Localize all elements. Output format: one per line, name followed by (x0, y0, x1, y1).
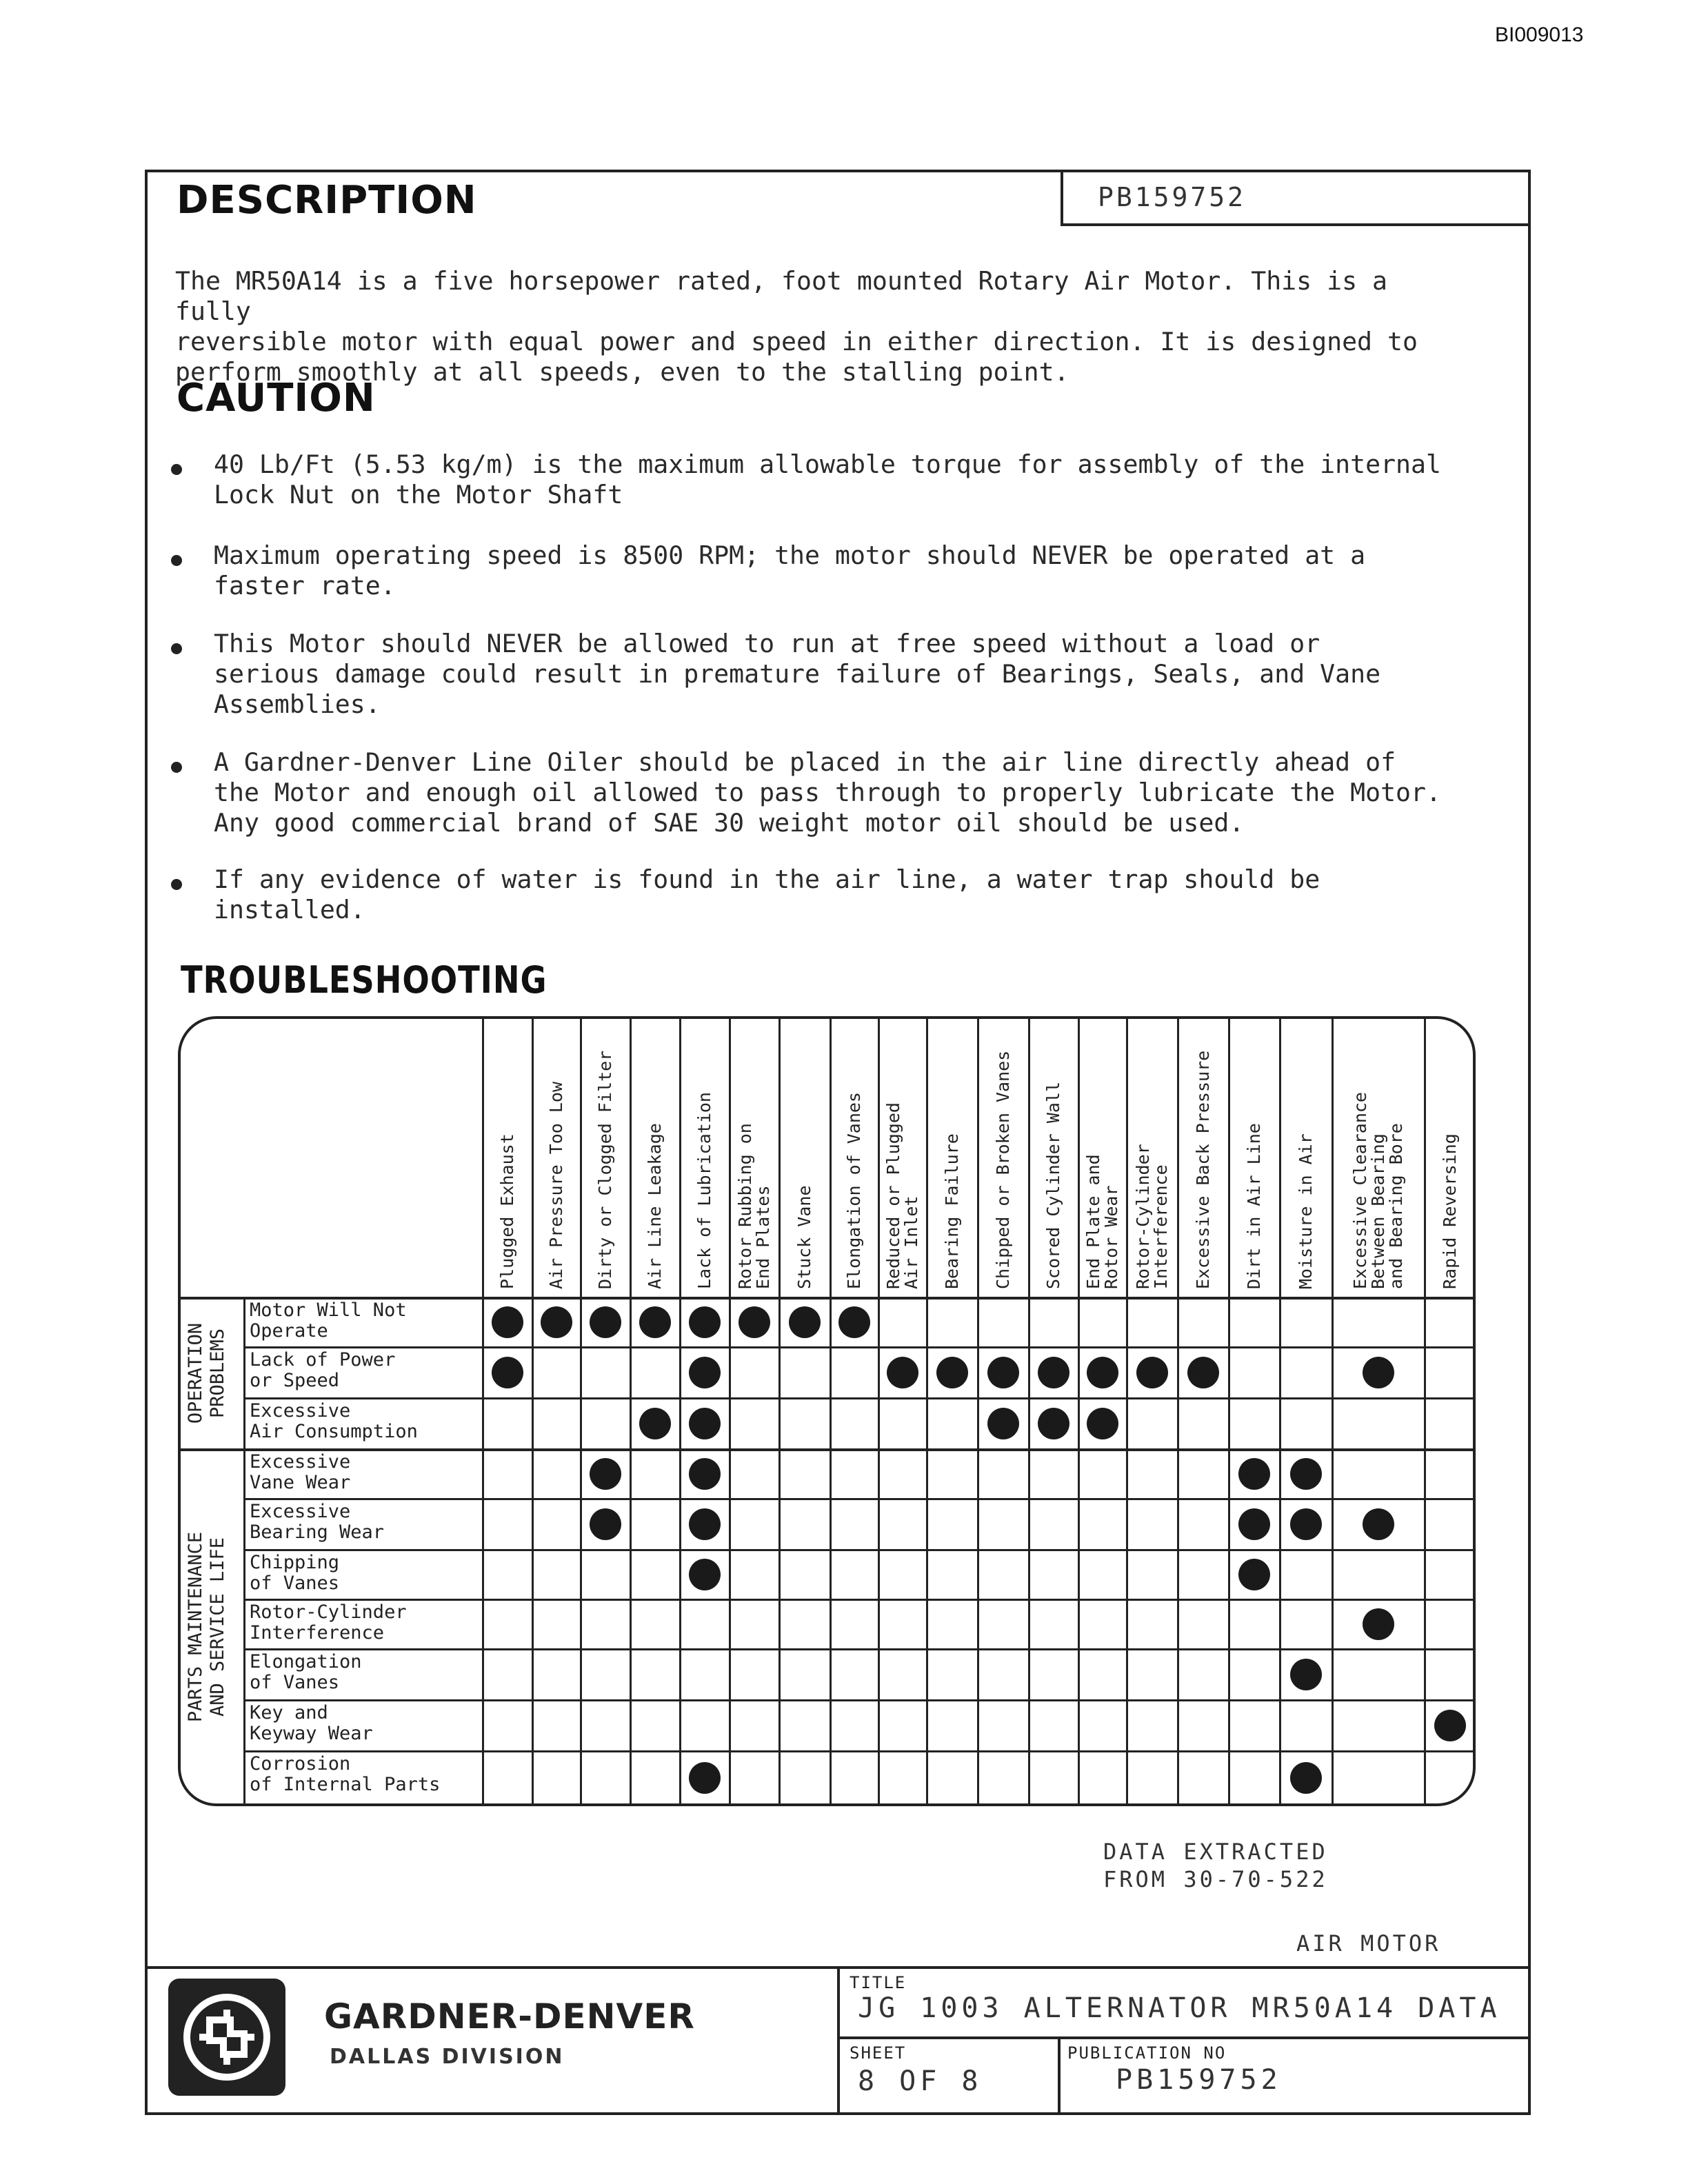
cause-column-header: Rotor-Cylinder Interference (1133, 1144, 1171, 1289)
indicator-dot-icon (1087, 1408, 1118, 1439)
problem-row-label: Lack of Power or Speed (250, 1349, 396, 1391)
cause-column-header: Lack of Lubrication (694, 1092, 714, 1289)
cause-column-header: Bearing Failure (942, 1133, 962, 1289)
indicator-dot-icon (1290, 1508, 1322, 1540)
publication-number: PB159752 (1116, 2064, 1282, 2096)
caution-heading: CAUTION (177, 376, 376, 421)
column-divider (1279, 1019, 1281, 1805)
publication-number-box: PB159752 (1061, 170, 1531, 226)
cause-column-header: Air Line Leakage (645, 1123, 665, 1289)
indicator-dot-icon (1038, 1357, 1069, 1388)
indicator-dot-icon (689, 1408, 721, 1439)
bullet-icon (171, 555, 182, 566)
column-divider (679, 1019, 681, 1805)
company-logo-icon (168, 1979, 285, 2096)
company-name: GARDNER-DENVER (324, 1996, 695, 2036)
problem-row-label: Motor Will Not Operate (250, 1300, 407, 1342)
row-divider (244, 1346, 1476, 1348)
bullet-icon (171, 762, 182, 773)
indicator-dot-icon (492, 1306, 523, 1338)
indicator-dot-icon (689, 1762, 721, 1794)
document-id: BI009013 (1495, 23, 1584, 46)
column-divider (1126, 1019, 1128, 1805)
division-name: DALLAS DIVISION (330, 2045, 565, 2069)
indicator-dot-icon (689, 1508, 721, 1540)
column-divider (729, 1019, 731, 1805)
problem-row-label: Corrosion of Internal Parts (250, 1753, 441, 1795)
indicator-dot-icon (887, 1357, 918, 1388)
problem-row-label: Key and Keyway Wear (250, 1702, 373, 1744)
description-text: The MR50A14 is a five horsepower rated, foot mounted Rotary Air Motor. This is a fully reversible motor with equal power and speed in either direction. It is designed to perform smoothly at all speeds, even to the stalling point. (175, 266, 1418, 387)
cause-column-header: Rotor Rubbing on End Plates (735, 1123, 773, 1289)
cause-column-header: Chipped or Broken Vanes (993, 1050, 1013, 1289)
cause-column-header: Moisture in Air (1296, 1133, 1316, 1289)
cause-column-header: Elongation of Vanes (844, 1092, 864, 1289)
column-divider (1078, 1019, 1080, 1805)
indicator-dot-icon (987, 1408, 1019, 1439)
indicator-dot-icon (1363, 1357, 1394, 1388)
indicator-dot-icon (1363, 1508, 1394, 1540)
column-divider (532, 1019, 534, 1805)
indicator-dot-icon (838, 1306, 870, 1338)
data-extracted-note: DATA EXTRACTED FROM 30-70-522 (1103, 1839, 1328, 1892)
cause-column-header: Air Pressure Too Low (546, 1081, 566, 1289)
row-divider (178, 1448, 1476, 1451)
caution-item: This Motor should NEVER be allowed to run at free speed without a load or serious damage could result in premature failure of Bearings, Seals, and Vane Assemblies. (214, 629, 1381, 719)
indicator-dot-icon (590, 1458, 621, 1490)
cause-column-header: Plugged Exhaust (497, 1133, 517, 1289)
caution-item: Maximum operating speed is 8500 RPM; the motor should NEVER be operated at a faster rate. (214, 540, 1366, 600)
column-divider (1177, 1019, 1179, 1805)
indicator-dot-icon (689, 1559, 721, 1590)
indicator-dot-icon (738, 1306, 770, 1338)
indicator-dot-icon (1238, 1559, 1270, 1590)
title-caption: TITLE (850, 1973, 907, 1992)
indicator-dot-icon (1238, 1458, 1270, 1490)
problem-row-label: Excessive Bearing Wear (250, 1501, 385, 1543)
column-divider (977, 1019, 979, 1805)
indicator-dot-icon (639, 1408, 671, 1439)
indicator-dot-icon (1290, 1458, 1322, 1490)
problem-row-label: Excessive Vane Wear (250, 1451, 351, 1493)
column-divider (1332, 1019, 1334, 1805)
column-divider (630, 1019, 632, 1805)
publication-caption: PUBLICATION NO (1067, 2043, 1227, 2063)
indicator-dot-icon (1087, 1357, 1118, 1388)
indicator-dot-icon (689, 1357, 721, 1388)
indicator-dot-icon (541, 1306, 572, 1338)
row-divider (244, 1599, 1476, 1601)
cause-column-header: Excessive Clearance Between Bearing and Bearing Bore (1350, 1092, 1406, 1289)
caution-item: 40 Lb/Ft (5.53 kg/m) is the maximum allowable torque for assembly of the internal Lock Nut on the Motor Shaft (214, 449, 1441, 509)
problem-row-label: Excessive Air Consumption (250, 1400, 418, 1442)
cause-column-header: Excessive Back Pressure (1193, 1050, 1213, 1289)
problem-group-label: PARTS MAINTENANCE AND SERVICE LIFE (185, 1531, 228, 1723)
indicator-dot-icon (689, 1458, 721, 1490)
cause-column-header: Scored Cylinder Wall (1043, 1081, 1063, 1289)
indicator-dot-icon (639, 1306, 671, 1338)
indicator-dot-icon (1187, 1357, 1219, 1388)
indicator-dot-icon (1434, 1710, 1466, 1741)
description-heading: DESCRIPTION (177, 178, 477, 223)
column-divider (482, 1019, 484, 1805)
column-divider (580, 1019, 582, 1805)
row-divider (244, 1498, 1476, 1500)
indicator-dot-icon (936, 1357, 968, 1388)
problem-row-label: Elongation of Vanes (250, 1651, 362, 1693)
cause-column-header: End Plate and Rotor Wear (1083, 1154, 1121, 1289)
sheet-caption: SHEET (850, 2043, 907, 2063)
cause-column-header: Reduced or Plugged Air Inlet (883, 1102, 921, 1289)
drawing-title: JG 1003 ALTERNATOR MR50A14 DATA (858, 1992, 1501, 2024)
column-divider (926, 1019, 928, 1805)
cause-column-header: Rapid Reversing (1440, 1133, 1460, 1289)
cause-column-header: Dirty or Clogged Filter (595, 1050, 615, 1289)
indicator-dot-icon (1038, 1408, 1069, 1439)
bullet-icon (171, 464, 182, 475)
indicator-dot-icon (1290, 1659, 1322, 1690)
indicator-dot-icon (789, 1306, 821, 1338)
caution-item: If any evidence of water is found in the air line, a water trap should be installed. (214, 865, 1320, 924)
indicator-dot-icon (492, 1357, 523, 1388)
row-divider (244, 1699, 1476, 1701)
bullet-icon (171, 643, 182, 654)
problem-row-label: Rotor-Cylinder Interference (250, 1601, 407, 1644)
row-divider (244, 1750, 1476, 1752)
indicator-dot-icon (1238, 1508, 1270, 1540)
sheet-number: 8 OF 8 (858, 2065, 983, 2097)
troubleshooting-heading: TROUBLESHOOTING (181, 958, 547, 1002)
column-divider (830, 1019, 832, 1805)
row-divider (244, 1648, 1476, 1650)
indicator-dot-icon (1290, 1762, 1322, 1794)
row-divider (244, 1397, 1476, 1399)
caution-item: A Gardner-Denver Line Oiler should be placed in the air line directly ahead of the Motor and enough oil allowed to pass through to properly lubricate the Motor. Any good commercial brand of SAE 30 weight motor oil should be used. (214, 747, 1441, 838)
subject-label: AIR MOTOR (1296, 1930, 1441, 1957)
indicator-dot-icon (1363, 1608, 1394, 1640)
column-divider (778, 1019, 781, 1805)
indicator-dot-icon (689, 1306, 721, 1338)
indicator-dot-icon (987, 1357, 1019, 1388)
column-divider (1424, 1019, 1426, 1805)
column-divider (1228, 1019, 1230, 1805)
cause-column-header: Dirt in Air Line (1244, 1123, 1264, 1289)
bullet-icon (171, 879, 182, 890)
problem-group-label: OPERATION PROBLEMS (185, 1322, 228, 1424)
column-divider (878, 1019, 880, 1805)
indicator-dot-icon (590, 1508, 621, 1540)
indicator-dot-icon (590, 1306, 621, 1338)
problem-row-label: Chipping of Vanes (250, 1552, 340, 1594)
column-divider (1028, 1019, 1030, 1805)
cause-column-header: Stuck Vane (794, 1185, 814, 1289)
group-divider (243, 1297, 245, 1805)
row-divider (244, 1549, 1476, 1551)
indicator-dot-icon (1136, 1357, 1168, 1388)
